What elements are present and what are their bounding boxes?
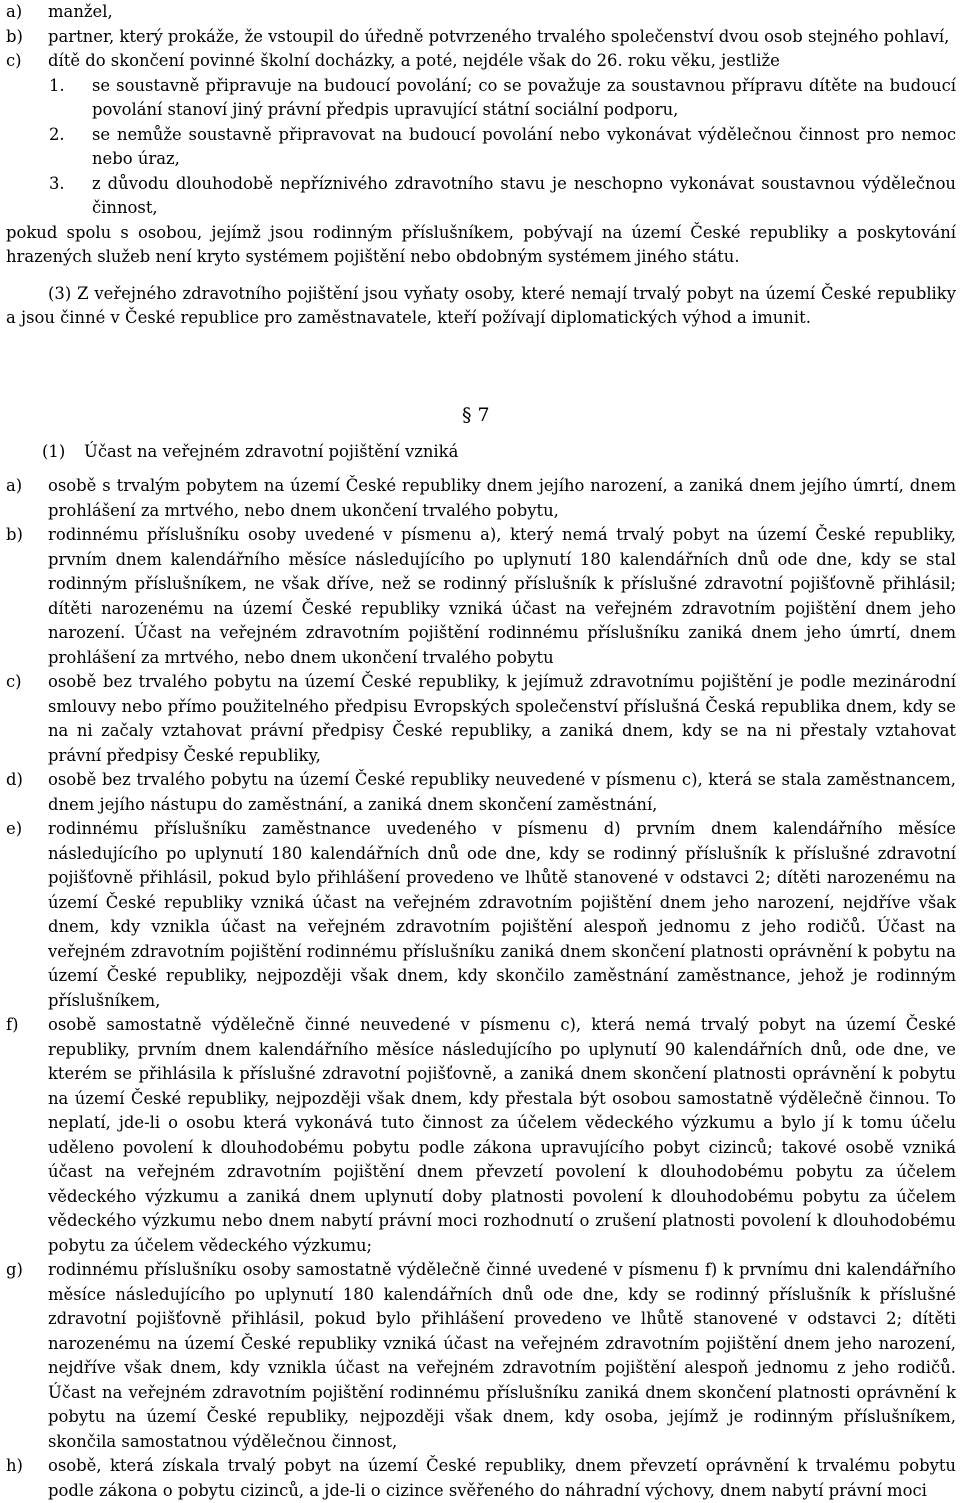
list-item-text: rodinnému příslušníku zaměstnance uvedeného v písmenu d) prvním dnem kalendářního měsíce následujícího po uplynutí 180 kalendářních dnů ode dne, kdy se rodinný příslušník k příslušné zdravotní pojišťovně přihlásil, pokud bylo přihlášení provedeno ve lhůtě stanovené v odstavci 2; dítěti narozenému na území České republiky vzniká účast na veřejném zdravotním pojištění dnem jeho narození, nejdříve však dnem, kdy vznikla účast na veřejném zdravotním pojištění alespoň jednomu z jeho rodičů. Účast na veřejném zdravotním pojištění rodinnému příslušníku zaniká dnem skončení platnosti oprávnění k pobytu na území České republiky, nejpozději však dnem, kdy skončilo zaměstnání zaměstnance, jehož je rodinným příslušníkem,	[48, 819, 956, 1010]
list-marker: g)	[6, 1260, 23, 1279]
section-item-a	[6, 474, 956, 523]
list-item-text: partner, který prokáže, že vstoupil do úředně potvrzeného trvalého společenství dvou osob stejného pohlaví,	[48, 26, 950, 46]
list-item-text: osobě s trvalým pobytem na území České republiky dnem jejího narození, a zaniká dnem jejího úmrtí, dnem prohlášení za mrtvého, nebo dnem ukončení trvalého pobytu,	[48, 476, 956, 520]
sub-item-text: se nemůže soustavně připravovat na budoucí povolání nebo vykonávat výdělečnou činnost pro nemoc nebo úraz,	[92, 124, 956, 168]
list-item-text: osobě bez trvalého pobytu na území České republiky, k jejímuž zdravotnímu pojištění je podle mezinárodní smlouvy nebo přímo použitelného předpisu Evropských společenství příslušná Česká republika dnem, kdy se na ni začaly vztahovat právní předpisy České republiky, a zaniká dnem, kdy se na ni přestaly vztahovat právní předpisy České republiky,	[48, 672, 956, 765]
list-item-c	[6, 49, 956, 74]
list-item-text: osobě, která získala trvalý pobyt na území České republiky, dnem převzetí oprávnění k trvalému pobytu podle zákona o pobytu cizinců, a jde-li o cizince svěřeného do náhradní výchovy, dnem nabytí právní moci	[48, 1456, 956, 1500]
sub-item-1	[6, 74, 956, 123]
list-marker: d)	[6, 770, 23, 789]
sub-marker: 3.	[49, 173, 65, 193]
sub-marker: 1.	[49, 75, 65, 95]
sub-item-text: z důvodu dlouhodobě nepříznivého zdravotního stavu je neschopno vykonávat soustavnou výdělečnou činnost,	[92, 173, 956, 217]
document-page	[6, 0, 956, 331]
list-marker: c)	[6, 672, 22, 691]
list-item-text: rodinnému příslušníku osoby uvedené v písmenu a), který nemá trvalý pobyt na území České republiky, prvním dnem kalendářního měsíce následujícího po uplynutí 180 kalendářních dnů ode dne, kdy se stal rodinným příslušníkem, ne však dříve, než se rodinný příslušník k příslušné zdravotní pojišťovně přihlásil; dítěti narozenému na území České republiky vzniká účast na veřejném zdravotním pojištění dnem jeho narození. Účast na veřejném zdravotním pojištění rodinnému příslušníku zaniká dnem jeho úmrtí, dnem prohlášení za mrtvého, nebo dnem ukončení trvalého pobytu	[48, 525, 956, 667]
section-list	[6, 474, 956, 1503]
list-item-text: osobě bez trvalého pobytu na území České republiky neuvedené v písmenu c), která se stala zaměstnancem, dnem jejího nástupu do zaměstnání, a zaniká dnem skončení zaměstnání,	[48, 770, 956, 814]
list-item-text: rodinnému příslušníku osoby samostatně výdělečně činné uvedené v písmenu f) k prvnímu dni kalendářního měsíce následujícího po uplynutí 180 kalendářních dnů ode dne, kdy se rodinný příslušník k příslušné zdravotní pojišťovně přihlásil, pokud bylo přihlášení provedeno ve lhůtě stanovené v odstavci 2; dítěti narozenému na území České republiky vzniká účast na veřejném zdravotním pojištění dnem jeho narození, nejdříve však dnem, kdy vznikla účast na veřejném zdravotním pojištění alespoň jednomu z jeho rodičů. Účast na veřejném zdravotním pojištění rodinnému příslušníku zaniká dnem skončení platnosti oprávnění k pobytu na území České republiky, nejpozději však dnem, kdy osoba, jejímž je rodinným příslušníkem, skončila samostatnou výdělečnou činnost,	[48, 1260, 956, 1451]
paragraph-number: (1)	[42, 442, 66, 461]
closing-paragraph: pokud spolu s osobou, jejímž jsou rodinným příslušníkem, pobývají na území České republiky a poskytování hrazených služeb není kryto systémem pojištění nebo obdobným systémem jiného státu.	[6, 222, 956, 266]
list-marker: c)	[6, 51, 22, 70]
section-item-c	[6, 670, 956, 768]
list-marker: a)	[6, 476, 23, 495]
section-intro	[42, 440, 742, 465]
list-item-text: dítě do skončení povinné školní docházky, a poté, nejdéle však do 26. roku věku, jestliže	[48, 51, 780, 70]
section-intro-text: Účast na veřejném zdravotní pojištění vzniká	[84, 442, 459, 461]
list-item-text: manžel,	[48, 2, 113, 21]
list-marker: b)	[6, 26, 23, 46]
list-marker: f)	[6, 1015, 19, 1034]
list-marker: a)	[6, 2, 23, 21]
list-item-a	[6, 0, 956, 25]
list-item-b	[6, 25, 956, 50]
section-item-h	[6, 1454, 956, 1503]
section-item-g	[6, 1258, 956, 1454]
section-item-e	[6, 817, 956, 1013]
section-item-f	[6, 1013, 956, 1258]
paragraph-3: (3) Z veřejného zdravotního pojištění jsou vyňaty osoby, které nemají trvalý pobyt na území České republiky a jsou činné v České republice pro zaměstnavatele, kteří požívají diplomatických výhod a imunit.	[6, 283, 956, 327]
sub-item-2	[6, 123, 956, 172]
list-marker: b)	[6, 525, 23, 544]
sub-item-3	[6, 172, 956, 221]
list-item-text: osobě samostatně výdělečně činné neuvedené v písmenu c), která nemá trvalý pobyt na území České republiky, prvním dnem kalendářního měsíce následujícího po uplynutí 90 kalendářních dnů, ode dne, ve kterém se přihlásila k příslušné zdravotní pojišťovně, a zaniká dnem skončení platnosti oprávnění k pobytu na území České republiky, nejpozději však dnem, kdy přestala být osobou samostatně výdělečně činnou. To neplatí, jde-li o osobu která vykonává tuto činnost za účelem vědeckého výzkumu a bylo jí k tomu účelu uděleno povolení k dlouhodobému pobytu podle zákona upravujícího pobyt cizinců; takové osobě vzniká účast na veřejném zdravotním pojištění dnem převzetí povolení k dlouhodobému pobytu za účelem vědeckého výzkumu a zaniká dnem uplynutí doby platnosti povolení k dlouhodobému pobytu za účelem vědeckého výzkumu nebo dnem nabytí právní moci rozhodnutí o zrušení platnosti povolení k dlouhodobému pobytu za účelem vědeckého výzkumu;	[48, 1015, 956, 1255]
section-item-d	[6, 768, 956, 817]
sub-item-text: se soustavně připravuje na budoucí povolání; co se považuje za soustavnou přípravu dítěte na budoucí povolání stanoví jiný právní předpis upravující státní sociální podporu,	[92, 75, 956, 119]
sub-marker: 2.	[49, 124, 65, 144]
section-number: § 7	[462, 404, 490, 426]
section-item-b	[6, 523, 956, 670]
list-marker: h)	[6, 1456, 23, 1475]
list-marker: e)	[6, 819, 23, 838]
